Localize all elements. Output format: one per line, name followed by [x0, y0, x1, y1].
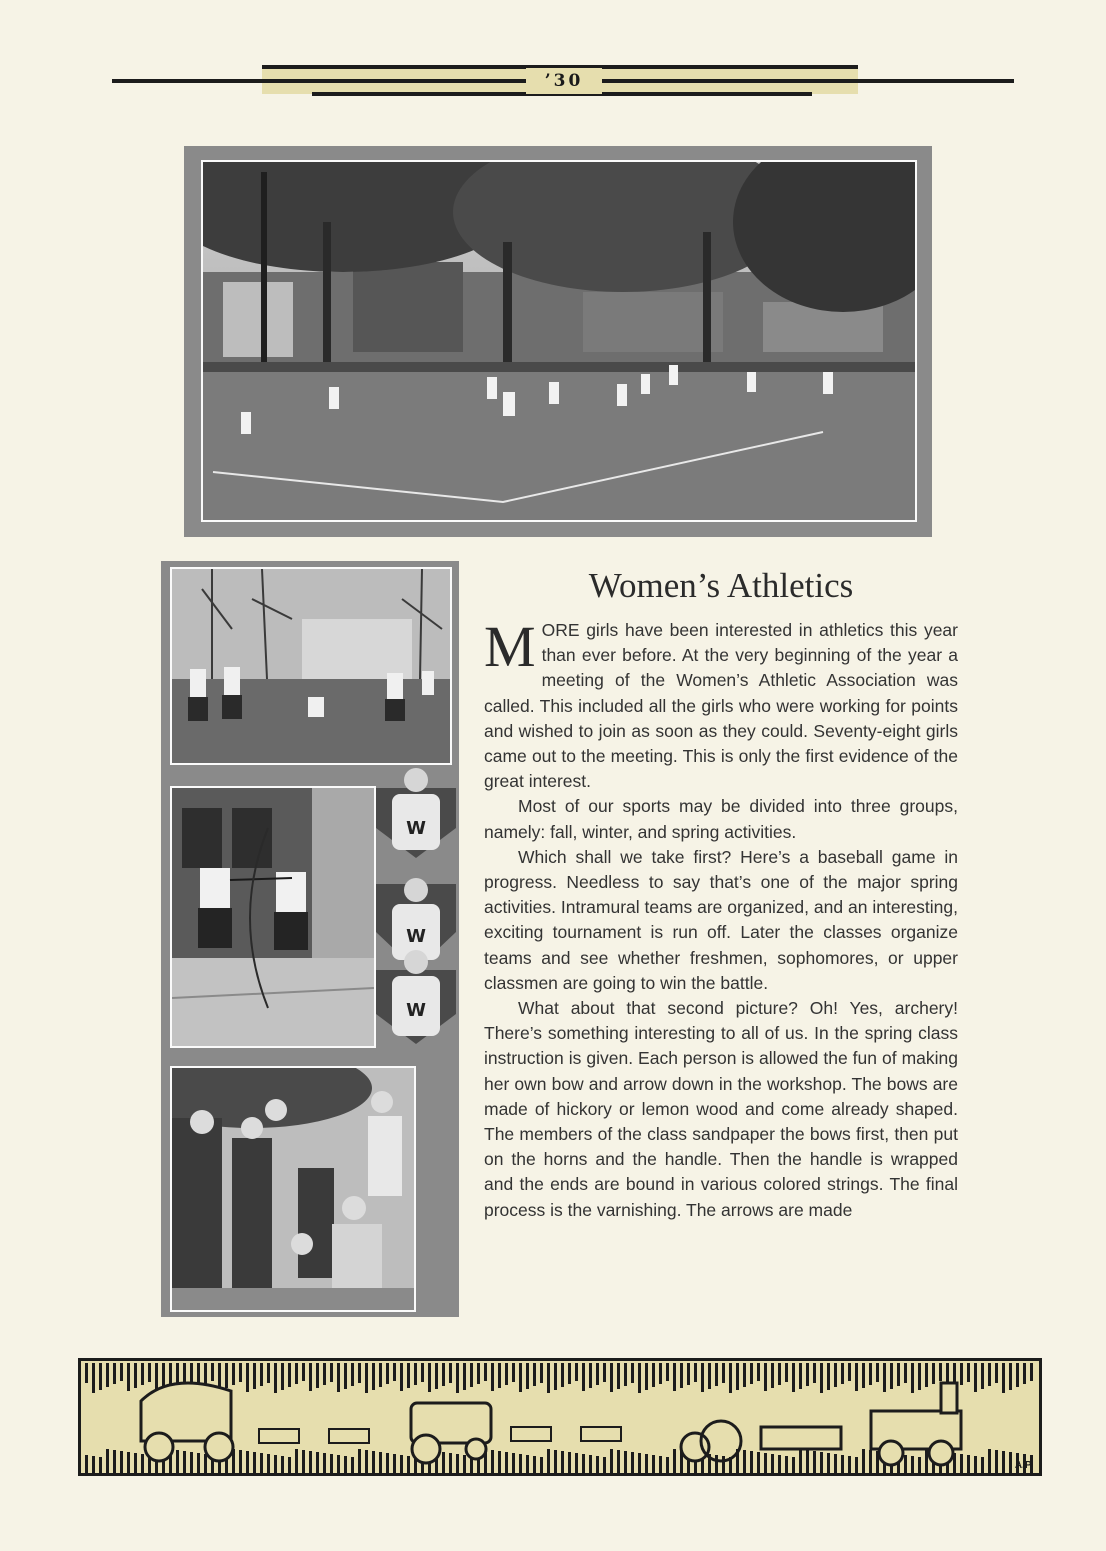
- paragraph-1: [484, 614, 958, 794]
- paragraph-2: Most of our sports may be divided into three groups, namely: fall, winter, and spring activities.: [484, 796, 958, 842]
- sweater-letter: W: [406, 1000, 426, 1021]
- article-title: Women’s Athletics: [588, 566, 854, 605]
- drop-cap: M: [484, 614, 536, 679]
- paragraph-3: Which shall we take first? Here’s a baseball game in progress. Needless to say that’s one of the major spring activities. Intramural teams are organized, and an interesting, exciting tournament is run off. Later the classes organize teams and see whether freshmen, sophomores, or upper classmen are going to win the battle.: [484, 846, 958, 993]
- page-number: ’30: [526, 68, 602, 94]
- article-body: [484, 614, 958, 1223]
- paragraph-4: What about that second picture? Oh! Yes, archery! There’s something interesting to all of us. In the spring class instruction is given. Each person is allowed the fun of making her own bow and arrow down in the workshop. The bows are made of hickory or lemon wood and come already shaped. The members of the class sandpaper the bows first, then put on the horns and the handle. Then the handle is wrapped and the ends are bound in various colored strings. The final process is the varnishing. The arrows are made: [484, 998, 958, 1220]
- sweater-letter: W: [406, 818, 426, 839]
- paragraph-1-text: ORE girls have been interested in athletics this year than ever before. At the very beginning of the year a meeting of the Women’s Athletic Association was called. This included all the girls who were working for points and wished to join as soon as they could. Seventy-eight girls came out to the meeting. This is only the first evidence of the great interest.: [484, 620, 958, 792]
- artist-signature: A.P.: [1014, 1460, 1033, 1471]
- footer-transport-border: [78, 1358, 1042, 1476]
- archery-photo: [170, 786, 376, 1048]
- portrait-3: [376, 944, 456, 1044]
- portrait-1: [376, 758, 456, 858]
- sweater-letter: W: [406, 926, 426, 947]
- picnic-group-photo: [170, 1066, 416, 1312]
- outdoor-group-photo: [170, 567, 452, 765]
- baseball-game-photo: [201, 160, 917, 522]
